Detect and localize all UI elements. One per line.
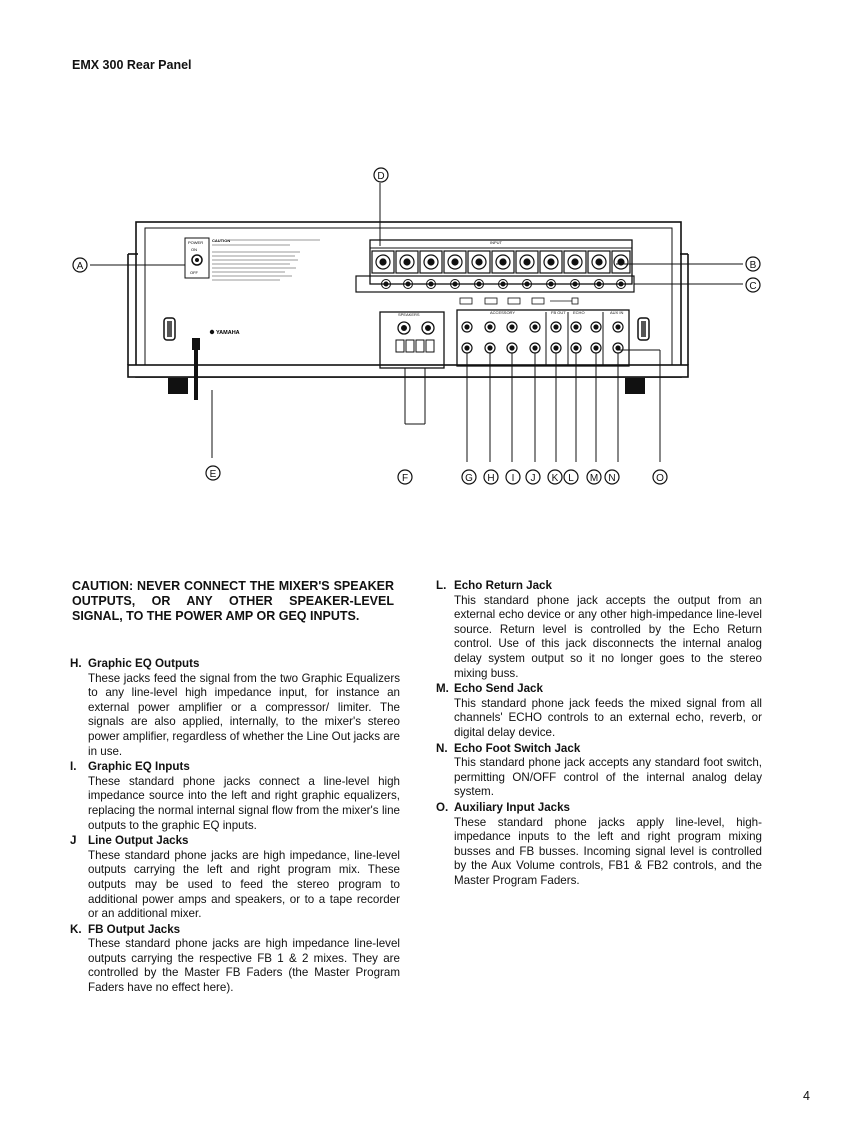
svg-text:L: L	[568, 473, 574, 484]
xlr-inputs	[372, 251, 630, 273]
section-letter: L.	[436, 579, 447, 592]
section-body: This standard phone jack accepts any standard foot switch, permitting ON/OFF control of the internal analog delay system.	[454, 756, 762, 799]
callout-o	[653, 470, 667, 484]
section-letter: I.	[70, 760, 77, 774]
svg-text:SPEAKERS: SPEAKERS	[398, 312, 420, 317]
svg-text:J: J	[530, 473, 536, 484]
svg-text:K: K	[551, 473, 559, 484]
svg-text:POWER: POWER	[188, 240, 204, 245]
callout-e	[206, 466, 220, 480]
svg-text:E: E	[209, 469, 217, 480]
page-title: EMX 300 Rear Panel	[72, 58, 192, 72]
section-title: FB Output Jacks	[88, 922, 181, 936]
section-title: Echo Send Jack	[454, 682, 543, 696]
caution-notice: CAUTION: NEVER CONNECT THE MIXER'S SPEAKER OUTPUTS, OR ANY OTHER SPEAKER-LEVEL SIGNAL, TO THE POWER AMP OR GEQ INPUTS.	[72, 579, 394, 623]
section-o	[436, 801, 762, 889]
section-title: Line Output Jacks	[88, 834, 189, 848]
callout-c	[746, 278, 760, 292]
section-title: Echo Return Jack	[454, 579, 552, 592]
callout-f	[398, 470, 412, 484]
speakers-section	[380, 312, 444, 368]
callout-h	[484, 470, 498, 484]
section-title: Echo Foot Switch Jack	[454, 741, 581, 755]
rear-panel-diagram	[0, 160, 841, 500]
page-number: 4	[803, 1089, 810, 1103]
callout-b	[746, 257, 760, 271]
svg-text:N: N	[608, 473, 616, 484]
section-body: This standard phone jack accepts the output from an external echo device or any other high-impedance line-level source. Return level is controlled by the Echo Return control. Use of this jack disconnects the internal analog delay system output so it no longer goes to the stereo mixing buss.	[454, 593, 762, 680]
svg-text:F: F	[401, 473, 409, 484]
section-letter: H.	[70, 657, 82, 670]
callout-n	[605, 470, 619, 484]
svg-text:G: G	[465, 473, 473, 484]
power-section	[185, 238, 320, 336]
svg-text:M: M	[589, 473, 599, 484]
svg-text:INPUT: INPUT	[490, 240, 502, 245]
callout-j	[526, 470, 540, 484]
svg-text:C: C	[749, 281, 757, 292]
svg-text:H: H	[487, 473, 495, 484]
section-letter: O.	[436, 800, 449, 814]
left-column	[70, 657, 400, 997]
section-i	[70, 760, 400, 833]
left-foot	[168, 378, 188, 394]
section-title: Graphic EQ Outputs	[88, 657, 200, 670]
callout-a	[73, 258, 87, 272]
right-foot	[625, 378, 645, 394]
svg-text:A: A	[76, 261, 84, 272]
section-l	[436, 579, 762, 681]
section-body: This standard phone jack feeds the mixed signal from all channels' ECHO controls to an external echo, reverb, or digital delay device.	[454, 696, 762, 739]
section-body: These jacks feed the signal from the two Graphic Equalizers to any line-level high impedance input, for instance an external power amplifier or a compressor/ limiter. The signals are also applied, internally, to the mixer's stereo power amplifier, regardless of whether the Line Out jacks are in use.	[88, 671, 400, 758]
section-body: These standard phone jacks apply line-level, high-impedance inputs to the left and right program mixing busses and FB busses. Incoming signal level is controlled by the Aux Volume controls, FB1 & FB2 controls, and the Master Program Faders.	[454, 815, 762, 887]
section-j	[70, 834, 400, 922]
input-section	[356, 240, 634, 304]
section-m	[436, 682, 762, 740]
svg-text:FB OUT: FB OUT	[551, 310, 566, 315]
svg-text:ON: ON	[191, 247, 197, 252]
section-letter: N.	[436, 741, 448, 755]
svg-text:O: O	[656, 473, 664, 484]
section-body: These standard phone jacks are high impedance line-level outputs carrying the respective FB 1 & 2 mixes. They are controlled by the Master FB Faders (the Master Program Faders have no effect here).	[88, 937, 400, 995]
callout-l	[564, 470, 578, 484]
section-h	[70, 657, 400, 759]
callout-labels	[73, 168, 760, 484]
svg-text:D: D	[377, 171, 385, 182]
svg-text:B: B	[749, 260, 757, 271]
section-letter: J	[70, 834, 77, 848]
right-column	[436, 579, 762, 889]
callout-k	[548, 470, 562, 484]
section-title: Graphic EQ Inputs	[88, 760, 190, 774]
accessory-section	[457, 310, 629, 366]
svg-text:OFF: OFF	[190, 270, 198, 275]
section-letter: M.	[436, 682, 449, 696]
brand-logo: YAMAHA	[216, 330, 240, 336]
section-body: These standard phone jacks are high impedance, line-level outputs carrying the left and right program mix. These outputs may be used to feed the stereo program to additional power amps and speakers, or to a tape recorder or an additional mixer.	[88, 848, 400, 921]
svg-text:I: I	[511, 473, 515, 484]
svg-text:CAUTION: CAUTION	[212, 238, 231, 243]
callout-g	[462, 470, 476, 484]
svg-text:AUX IN: AUX IN	[610, 310, 624, 315]
section-n	[436, 742, 762, 800]
callout-m	[587, 470, 601, 484]
callout-i	[506, 470, 520, 484]
svg-text:ACCESSORY: ACCESSORY	[490, 310, 516, 315]
section-body: These standard phone jacks connect a line-level high impedance source into the left and right graphic equalizers, replacing the normal internal signal flow from the mixer's line outputs to the graphic EQ inputs.	[88, 774, 400, 832]
section-title: Auxiliary Input Jacks	[454, 800, 570, 814]
callout-d	[374, 168, 388, 182]
section-letter: K.	[70, 922, 82, 936]
svg-text:ECHO: ECHO	[573, 310, 585, 315]
section-k	[70, 923, 400, 996]
